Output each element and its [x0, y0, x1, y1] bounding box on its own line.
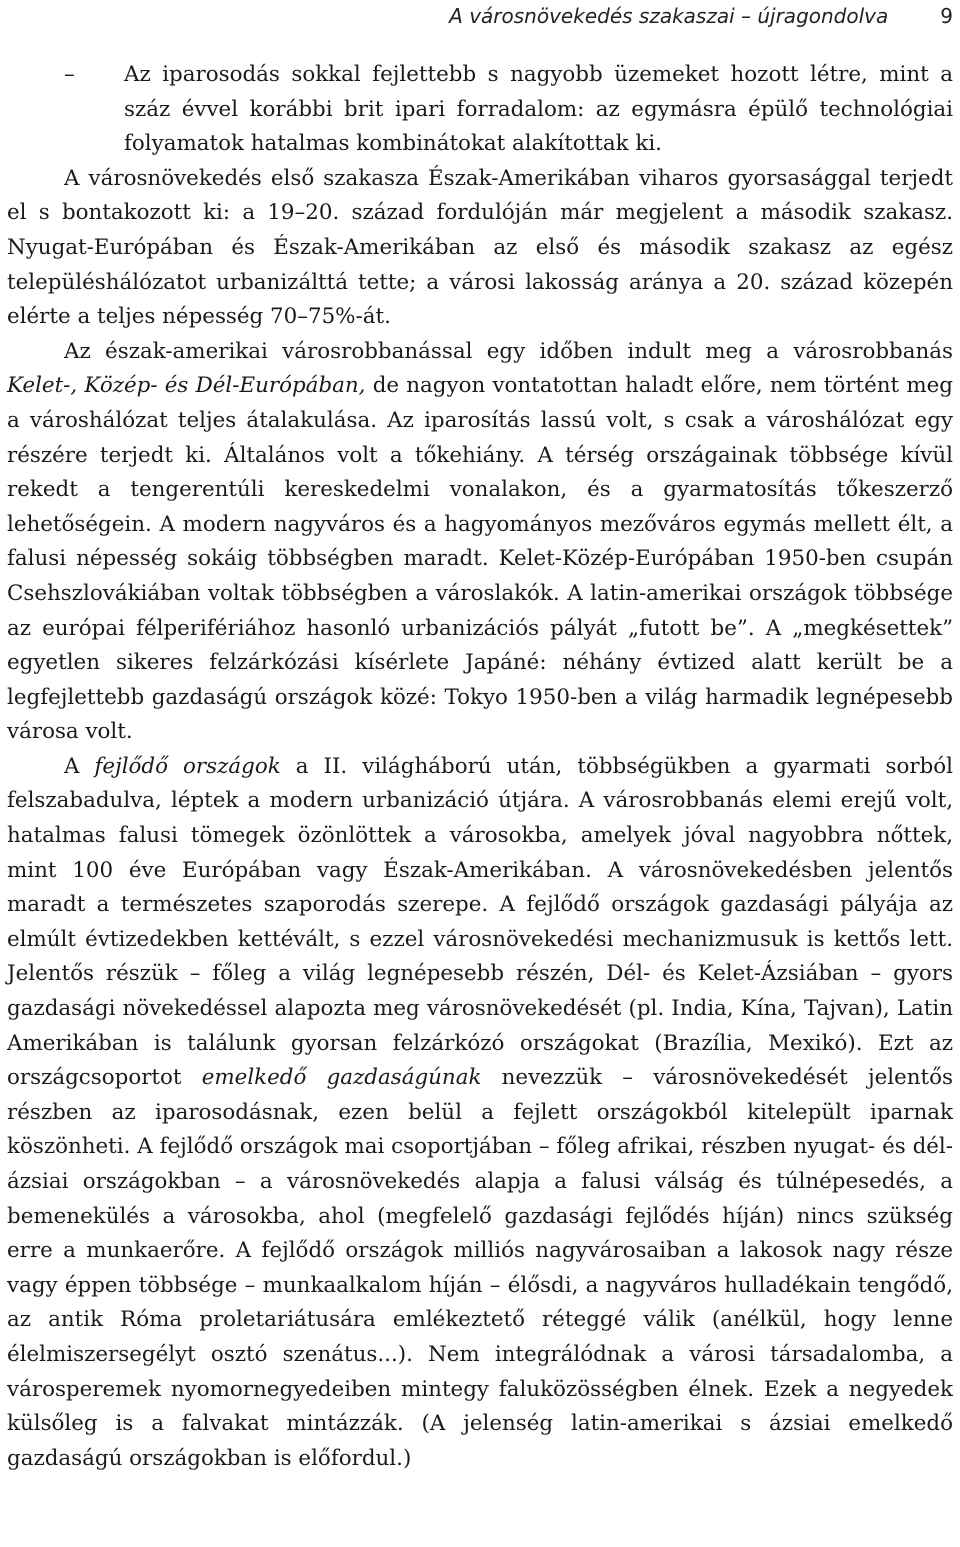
italic-region-names: Kelet-, Közép- és Dél-Európában, — [7, 373, 366, 399]
paragraph-text: A városnövekedés első szakasza Észak-Amerikában viharos gyorsasággal terjedt el s bontakozott ki: a 19–20. század fordulóján már megjelent a második szakasz. Nyugat-Európában és Észak-Amerikában az első és második szakasz az egész településhálózatot urbanizálttá tette; a városi lakosság aránya a 20. század közepén elérte a teljes népesség 70–75%-át. — [7, 165, 953, 330]
dash-list-item — [7, 58, 953, 162]
page-number: 9 — [940, 4, 953, 28]
paragraph-text-rest: de nagyon vontatottan haladt előre, nem történt meg a városhálózat teljes átalakulása. Az iparosítás lassú volt, s csak a városhálózat egy részére terjedt ki. Általános volt a tőkehiány. A térség országainak többsége kívül rekedt a tengerentúli kereskedelmi vonalakon, és a gyarmatosítás tőkeszerző lehetőségein. A modern nagyváros és a hagyományos mezőváros egymás mellett élt, a falusi népesség sokáig többségben maradt. Kelet-Közép-Európában 1950-ben csupán Csehszlovákiában voltak többségben a városlakók. A latin-amerikai országok többsége az európai félperifériához hasonló urbanizációs pályát „futott be”. A „megkésettek” egyetlen sikeres felzárkózási kísérlete Japáné: néhány évtized alatt került be a legfejlettebb gazdaságú országok közé: Tokyo 1950-ben a világ harmadik legnépesebb városa volt. — [7, 373, 953, 745]
paragraph-east-central-europe — [7, 335, 953, 750]
dash-marker: – — [64, 62, 75, 87]
dash-item-text: Az iparosodás sokkal fejlettebb s nagyobb üzemeket hozott létre, mint a száz évvel korábbi brit ipari forradalom: az egymásra épülő technológiai folyamatok hatalmas kombinátokat alakítottak ki. — [124, 62, 953, 157]
paragraph-text-lead: A — [64, 753, 95, 779]
paragraph-developing-countries — [7, 750, 953, 1476]
paragraph-first-stage — [7, 162, 953, 335]
paragraph-text-lead: Az észak-amerikai városrobbanással egy időben indult meg a városrobbanás — [64, 338, 953, 364]
body-text — [7, 58, 953, 1476]
paragraph-text-mid: a II. világháború után, többségükben a gyarmati sorból felszabadulva, léptek a modern urbanizáció útjára. A városrobbanás elemi erejű volt, hatalmas falusi tömegek özönlöttek a városokba, amelyek jóval nagyobbra nőttek, mint 100 éve Európában vagy Észak-Amerikában. A városnövekedésben jelentős maradt a természetes szaporodás szerepe. A fejlődő országok gazdasági pályája az elmúlt évtizedekben kettévált, s ezzel városnövekedési mechanizmusuk is kettős lett. Jelentős részük – főleg a világ legnépesebb részén, Dél- és Kelet-Ázsiában – gyors gazdasági növekedéssel alapozta meg városnövekedését (pl. India, Kína, Tajvan), Latin Amerikában is találunk gyorsan felzárkózó országokat (Brazília, Mexikó). Ezt az országcsoportot — [7, 753, 954, 1091]
italic-developing-countries: fejlődő országok — [94, 753, 281, 779]
italic-emerging-economies: emelkedő gazdaságúnak — [201, 1065, 482, 1091]
paragraph-text-rest: nevezzük – városnövekedését jelentős részben az iparosodásnak, ezen belül a fejlett országokból kitelepült iparnak köszönheti. A fejlődő országok mai csoportjában – főleg afrikai, részben nyugat- és dél-ázsiai országokban – a városnövekedés alapja a falusi válság és túlnépesedés, a bemenekülés a városokba, ahol (megfelelő gazdasági fejlődés híján) nincs szükség erre a munkaerőre. A fejlődő országok milliós nagyvárosaiban a lakosok nagy része vagy éppen többsége – munkaalkalom híján – élősdi, a nagyváros hulladékain tengődő, az antik Róma proletariátusára emlékeztető réteggé válik (anélkül, hogy lenne élelmiszersegélyt osztó szenátus...). Nem integrálódnak a városi társadalomba, a városperemek nyomornegyedeiben mintegy faluközösségben élnek. Ezek a negyedek külsőleg is a falvakat mintázzák. (A jelenség latin-amerikai s ázsiai emelkedő gazdaságú országokban is előfordul.) — [7, 1065, 953, 1471]
running-head — [449, 4, 953, 28]
running-title: A városnövekedés szakaszai – újragondolva — [449, 4, 889, 28]
